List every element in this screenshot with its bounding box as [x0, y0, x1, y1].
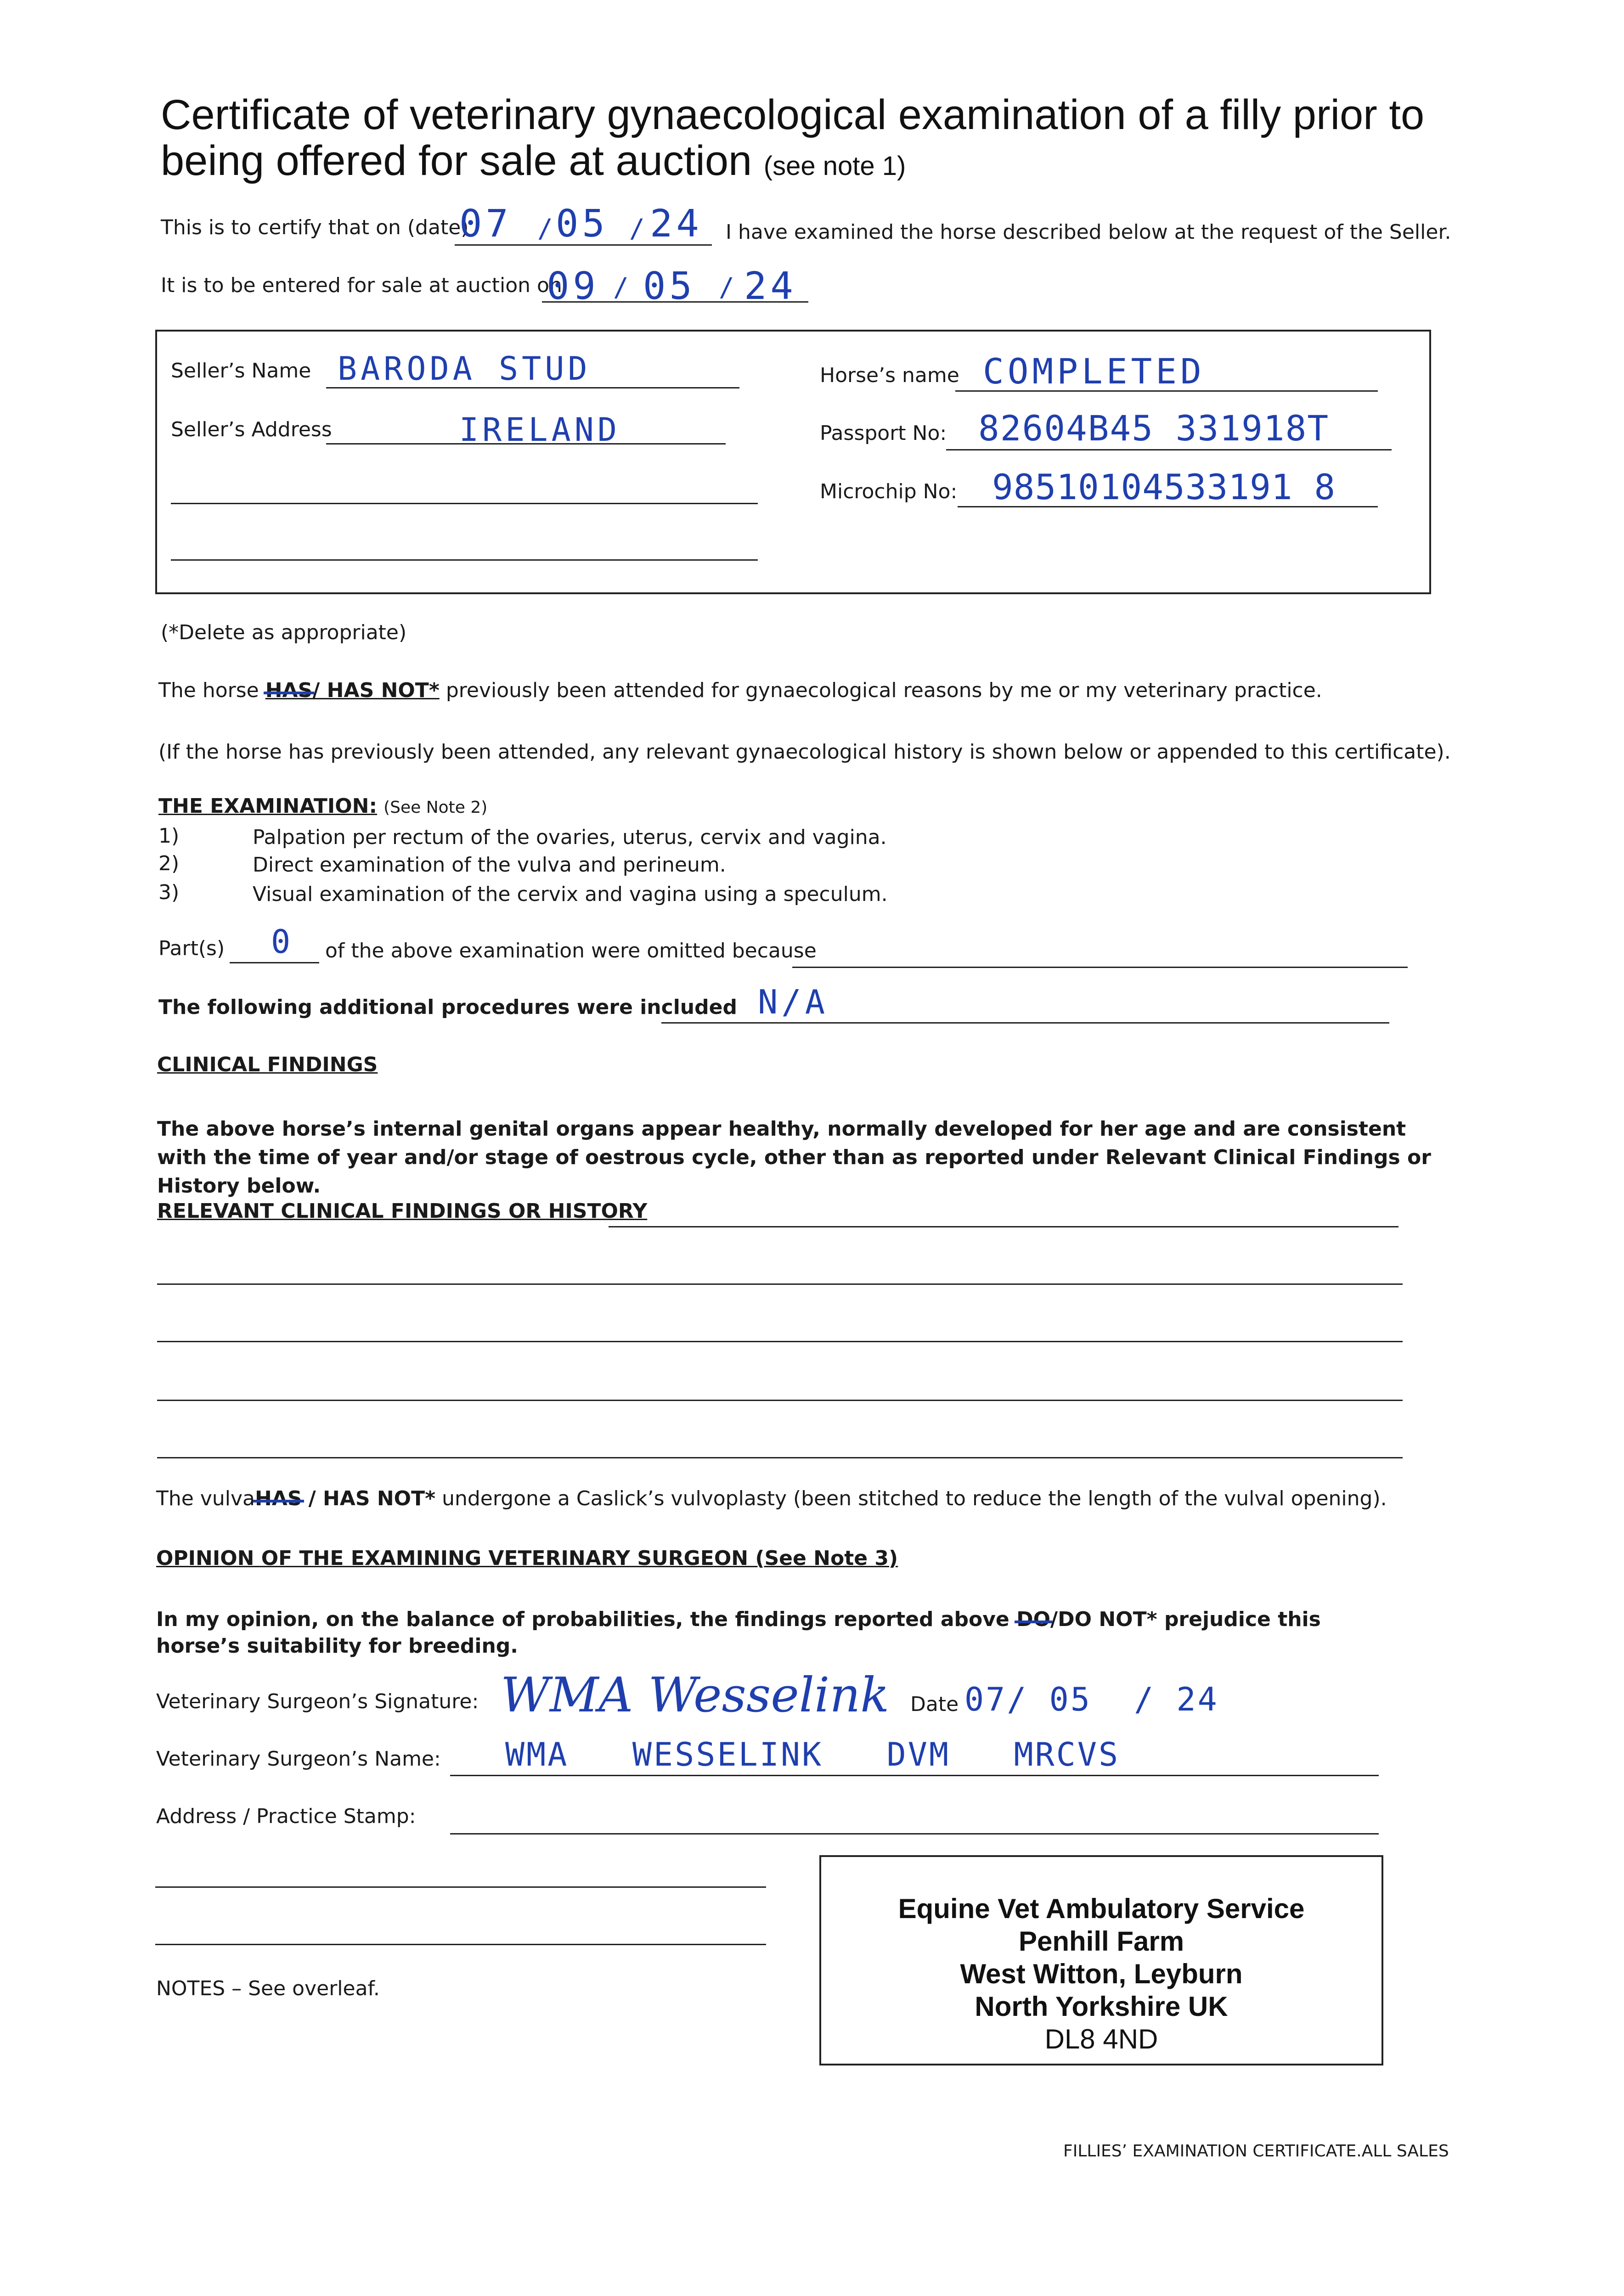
relevant-heading: RELEVANT CLINICAL FINDINGS OR HISTORY: [157, 1199, 648, 1223]
auction-slash-2: /: [719, 273, 738, 303]
certify-month[interactable]: 05: [556, 202, 609, 246]
clinical-text: The above horse’s internal genital organs appear healthy, normally developed for her age and are consistent with the time of year and/or stage of oestrous cycle, other than as reported under Relevant Clinical Findings or History below.: [157, 1117, 1431, 1198]
seller-name-label: Seller’s Name: [171, 359, 311, 383]
vulva-struck: HAS: [254, 1487, 302, 1510]
surgeon-name-value[interactable]: WMA WESSELINK DVM MRCVS: [505, 1736, 1120, 1773]
auction-year[interactable]: 24: [744, 264, 797, 308]
delete-note: (*Delete as appropriate): [161, 621, 407, 644]
exam-item-1-text: Palpation per rectum of the ovaries, uterus, cervix and vagina.: [253, 826, 887, 849]
omitted-suffix: of the above examination were omitted because: [325, 939, 817, 962]
page-title: Certificate of veterinary gynaecological examination of a filly prior to being offered for sale at auction (see note 1): [161, 91, 1425, 184]
history-note: (If the horse has previously been attended, any relevant gynaecological history is shown below or appended to this certificate).: [158, 740, 1451, 764]
certify-slash-2: /: [629, 214, 648, 244]
opinion-selected: /DO NOT*: [1050, 1608, 1157, 1631]
exam-item-3-num: 3): [158, 881, 180, 904]
horse-name-label: Horse’s name: [820, 364, 959, 387]
signature-date-value[interactable]: 07/ 05 / 24: [964, 1681, 1219, 1718]
microchip-value[interactable]: 98510104533191 8: [992, 467, 1336, 507]
auction-month[interactable]: 05: [643, 264, 696, 308]
title-note: (see note 1): [763, 151, 906, 181]
certify-suffix: I have examined the horse described below at the request of the Seller.: [726, 220, 1451, 244]
passport-value[interactable]: 82604B45 331918T: [978, 408, 1330, 449]
additional-value[interactable]: N/A: [758, 983, 829, 1021]
examination-heading: THE EXAMINATION: (See Note 2): [158, 794, 488, 818]
notes: NOTES – See overleaf.: [156, 1977, 380, 2000]
signature-label: Veterinary Surgeon’s Signature:: [156, 1690, 479, 1713]
surgeon-name-label: Veterinary Surgeon’s Name:: [156, 1747, 441, 1771]
additional-label: The following additional procedures were included: [158, 996, 737, 1019]
auction-prefix: It is to be entered for sale at auction on: [161, 274, 562, 297]
passport-label: Passport No:: [820, 422, 947, 445]
vulva-line: The vulvaHAS / HAS NOT* undergone a Caslick’s vulvoplasty (been stitched to reduce the length of the vulval opening).: [156, 1487, 1387, 1510]
stamp-line-1: Equine Vet Ambulatory Service: [898, 1893, 1305, 1924]
seller-name-value[interactable]: BARODA STUD: [338, 350, 591, 388]
opinion-heading: OPINION OF THE EXAMINING VETERINARY SURGEON (See Note 3): [156, 1547, 898, 1570]
exam-item-2-text: Direct examination of the vulva and perineum.: [253, 853, 726, 877]
microchip-label: Microchip No:: [820, 480, 958, 503]
stamp-line-5: DL8 4ND: [1044, 2024, 1158, 2054]
opinion-text: In my opinion, on the balance of probabilities, the findings reported above DO/DO NOT* prejudice this horse’s suitability for breeding.: [156, 1608, 1321, 1658]
auction-day[interactable]: 09: [547, 264, 599, 308]
footer: FILLIES’ EXAMINATION CERTIFICATE.ALL SALES: [1063, 2142, 1449, 2161]
attended-selected: / HAS NOT*: [312, 679, 440, 702]
stamp-line-4: North Yorkshire UK: [975, 1991, 1228, 2022]
clinical-heading: CLINICAL FINDINGS: [157, 1053, 378, 1076]
practice-stamp: [819, 1855, 1383, 2065]
auction-slash-1: /: [613, 273, 632, 303]
omitted-value[interactable]: 0: [271, 923, 294, 961]
vulva-selected: / HAS NOT*: [308, 1487, 436, 1510]
seller-address-label: Seller’s Address: [171, 418, 332, 441]
signature-value[interactable]: WMA Wesselink: [501, 1667, 890, 1723]
attended-struck: HAS: [265, 679, 313, 702]
certify-slash-1: /: [537, 214, 557, 244]
certify-prefix: This is to certify that on (date): [161, 216, 469, 239]
exam-item-1-num: 1): [158, 824, 180, 848]
stamp-label: Address / Practice Stamp:: [156, 1805, 416, 1828]
exam-item-2-num: 2): [158, 852, 180, 875]
certify-year[interactable]: 24: [650, 202, 703, 246]
certify-day[interactable]: 07: [459, 202, 512, 246]
stamp-line-3: West Witton, Leyburn: [960, 1958, 1243, 1989]
exam-item-3-text: Visual examination of the cervix and vagina using a speculum.: [253, 883, 888, 906]
attended-line: The horse HAS/ HAS NOT* previously been attended for gynaecological reasons by me or my veterinary practice.: [158, 679, 1322, 702]
horse-name-value[interactable]: COMPLETED: [983, 351, 1205, 392]
signature-date-label: Date: [910, 1693, 959, 1716]
opinion-struck: DO: [1016, 1608, 1051, 1631]
omitted-prefix: Part(s): [158, 937, 225, 960]
seller-address-value[interactable]: IRELAND: [459, 411, 621, 449]
stamp-line-2: Penhill Farm: [1018, 1926, 1184, 1957]
